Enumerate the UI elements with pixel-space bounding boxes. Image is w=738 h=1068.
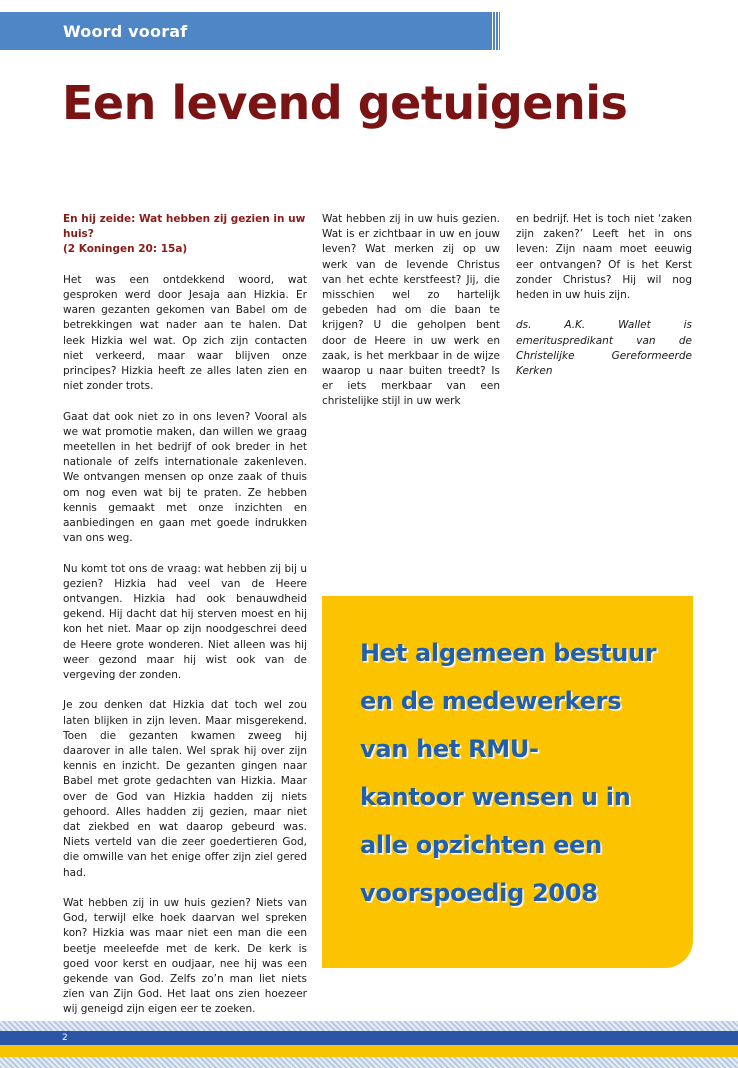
scripture-verse xyxy=(63,212,307,258)
section-label: Woord vooraf xyxy=(63,22,188,41)
footer-stripe-pattern-top xyxy=(0,1021,738,1031)
author-signature: ds. A.K. Wallet is emerituspredikant van de Christelijke Gereformeerde Kerken xyxy=(516,319,692,378)
page-number: 2 xyxy=(62,1033,68,1043)
scripture-reference: (2 Koningen 20: 15a) xyxy=(63,243,188,256)
scripture-verse-text: En hij zeide: Wat hebben zij gezien in uw huis? xyxy=(63,213,306,241)
article-title: Een levend getuigenis xyxy=(62,76,628,130)
article-column-1 xyxy=(63,212,307,1033)
paragraph-5: Wat hebben zij in uw huis gezien? Niets van God, terwijl elke hoek daarvan wel spreken kon? Hizkia was maar niet een man die een beetje meeleefde met de kerk. De kerk is goed voor kerst en oudjaar, nee hij was een gekende van God. Zelfs zo’n man liet niets zien van Zijn God. Het laat ons zien hoezeer wij geneigd zijn eigen eer te zoeken. xyxy=(63,897,307,1016)
footer-stripe-yellow xyxy=(0,1045,738,1057)
callout-line-2: en de medewerkers xyxy=(360,687,622,715)
paragraph-4: Je zou denken dat Hizkia dat toch wel zou laten blijken in zijn leven. Maar misgerekend. Toen die gezanten kwamen zweeg hij daarover in alle talen. Wel sprak hij over zijn kennis en inzicht. De gezanten gingen naar Babel met grote gedachten van Hizkia. Maar over de God van Hizkia hadden zij niets gehoord. Alles hadden zij gezien, maar niet dat ziekbed en wat daarop gebeurd was. Niets verteld van die zeer goedertieren God, die omwille van het enige offer zijn ziel gered had. xyxy=(63,699,307,879)
article-column-2 xyxy=(322,212,500,425)
callout-line-1: Het algemeen bestuur xyxy=(360,639,657,667)
callout-line-6: voorspoedig 2008 xyxy=(360,879,598,907)
article-column-3 xyxy=(516,212,692,394)
footer-stripe-pattern-bottom xyxy=(0,1057,738,1068)
callout-line-4: kantoor wensen u in xyxy=(360,783,631,811)
paragraph-2: Gaat dat ook niet zo in ons leven? Vooral als we wat promotie maken, dan willen we graag meetellen in het bedrijf of ook breder in het nationale of zelfs internationale zakenleven. We ontvangen mensen op onze zaak of thuis om nog even wat bij te praten. Ze hebben kennis gemaakt met onze inzichten en aanbiedingen en gaan met goede indrukken van ons weg. xyxy=(63,410,307,545)
greeting-callout xyxy=(322,596,693,968)
callout-line-5: alle opzichten een xyxy=(360,831,602,859)
paragraph-6-continued: en bedrijf. Het is toch niet ‘zaken zijn zaken?’ Leeft het in ons leven: Zijn naam moet eeuwig eer ontvangen? Of is het Kerst zonder Christus? Hij wil nog heden in uw huis zijn. xyxy=(516,213,692,302)
callout-line-3: van het RMU- xyxy=(360,735,539,763)
footer-stripe-blue xyxy=(0,1031,738,1045)
paragraph-3: Nu komt tot ons de vraag: wat hebben zij bij u gezien? Hizkia had veel van de Heere ontvangen. Hizkia had ook benauwdheid gekend. Hij dacht dat hij sterven moest en hij kon het niet. Maar op zijn noodgeschrei deed de Heere grote wonderen. Niet alleen was hij weer gezond maar hij wist ook van de vergeving der zonden. xyxy=(63,562,307,682)
paragraph-6: Wat hebben zij in uw huis gezien. Wat is er zichtbaar in uw en jouw leven? Wat merken zij op uw werk van de levende Christus van het echte kerstfeest? Jij, die misschien wel zo hartelijk gebeden had om die baan te krijgen? U die geholpen bent door de Heere in uw werk en zaak, is het merkbaar in de wijze waarop u naar buiten treedt? Is er iets merkbaar van een christelijke stijl in uw werk xyxy=(322,213,500,408)
paragraph-1: Het was een ontdekkend woord, wat gesproken werd door Jesaja aan Hizkia. Er waren gezanten gekomen van Babel om de betrekkingen wat nader aan te halen. Dat leek Hizkia wel wat. Op zich zijn contacten niet verkeerd, maar waar blijven onze principes? Hizkia heeft ze alles laten zien en niet zonder trots. xyxy=(63,273,307,393)
